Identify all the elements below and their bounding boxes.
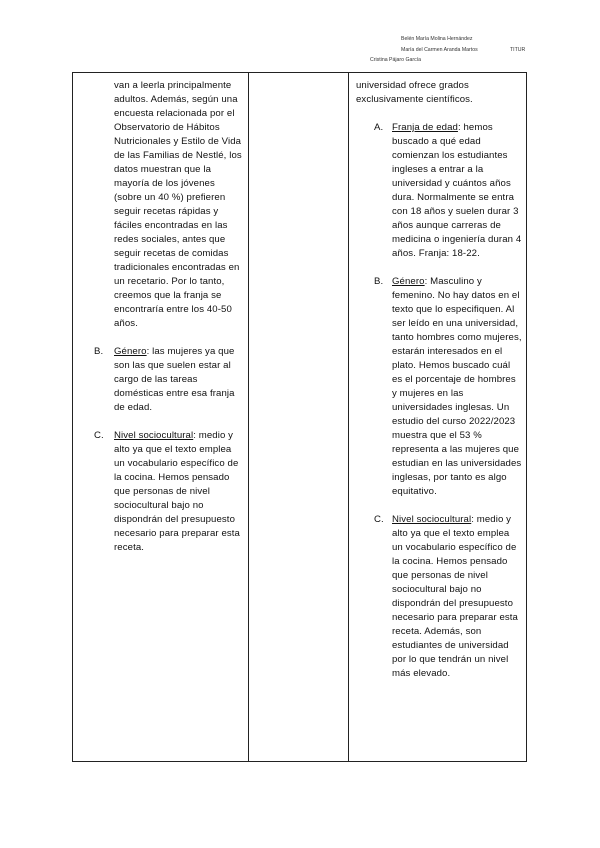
item-label: Género xyxy=(392,276,425,287)
item-text: : las mujeres ya que son las que suelen estar al cargo de las tareas domésticas entre esa franja de edad. xyxy=(114,346,235,413)
list-item-gender xyxy=(356,275,522,499)
item-label: Nivel sociocultural xyxy=(392,514,472,525)
item-text: : Masculino y femenino. No hay datos en el texto que lo especifiquen. Al ser leído en una universidad, tanto hombres como mujeres, estarán interesados en el plato. Hemos buscado cuál es el porcentaje de hombres y mujeres en las universidades inglesas. Un estudio del curso 2022/2023 muestra que el 53 % representa a las mujeres que estudian en las universidades inglesas, por tanto es algo equitativo. xyxy=(392,276,522,497)
item-text: : medio y alto ya que el texto emplea un vocabulario específico de la cocina. Hemos pensado que personas de nivel sociocultural bajo no dispondrán del presupuesto necesario para preparar esta receta. Además, son estudiantes de universidad por lo que tendrán un nivel más elevado. xyxy=(392,514,518,679)
list-marker: C. xyxy=(94,430,104,441)
column-divider xyxy=(248,73,249,761)
list-item-age-range xyxy=(356,121,522,261)
page-header xyxy=(0,0,600,70)
list-marker: B. xyxy=(374,276,384,287)
item-label: Franja de edad xyxy=(392,122,458,133)
left-intro-paragraph: van a leerla principalmente adultos. Además, según una encuesta relacionada por el Observatorio de Hábitos Nutricionales y Estilo de Vida de las Familias de Nestlé, los datos muestran que la mayoría de los jóvenes (sobre un 40 %) prefieren seguir recetas rápidas y fáciles encontradas en las redes sociales, antes que seguir recetas de comidas tradicionales encontradas en un recetario. Por lo tanto, creemos que la franja se encontraría entre los 40-50 años. xyxy=(114,80,242,329)
header-tag: TITUR xyxy=(510,47,526,53)
list-item-sociocultural-level xyxy=(94,429,244,555)
author-name-3: Cristina Pájaro García xyxy=(370,57,422,63)
list-marker: C. xyxy=(374,514,384,525)
list-item-gender xyxy=(94,345,244,415)
item-text: : medio y alto ya que el texto emplea un vocabulario específico de la cocina. Hemos pensado que personas de nivel sociocultural bajo no dispondrán del presupuesto necesario para preparar esta receta. xyxy=(114,430,240,553)
author-name-1: Belén María Molina Hernández xyxy=(401,36,473,42)
item-label: Nivel sociocultural xyxy=(114,430,194,441)
right-intro-paragraph: universidad ofrece grados exclusivamente científicos. xyxy=(356,80,473,105)
right-column-text xyxy=(356,79,522,681)
item-label: Género xyxy=(114,346,147,357)
list-marker: B. xyxy=(94,346,104,357)
item-text: : hemos buscado a qué edad comienzan los estudiantes ingleses a entrar a la universidad y cuántos años dura. Normalmente se entra con 18 años y suelen durar 3 años aunque carreras de medicina o ingeniería duran 4 años. Franja: 18-22. xyxy=(392,122,522,259)
list-marker: A. xyxy=(374,122,384,133)
author-name-2: María del Carmen Aranda Martos xyxy=(401,47,478,53)
list-item-sociocultural-level xyxy=(356,513,522,681)
column-divider xyxy=(348,73,349,761)
left-column-text xyxy=(94,79,244,555)
analysis-table xyxy=(72,72,527,762)
